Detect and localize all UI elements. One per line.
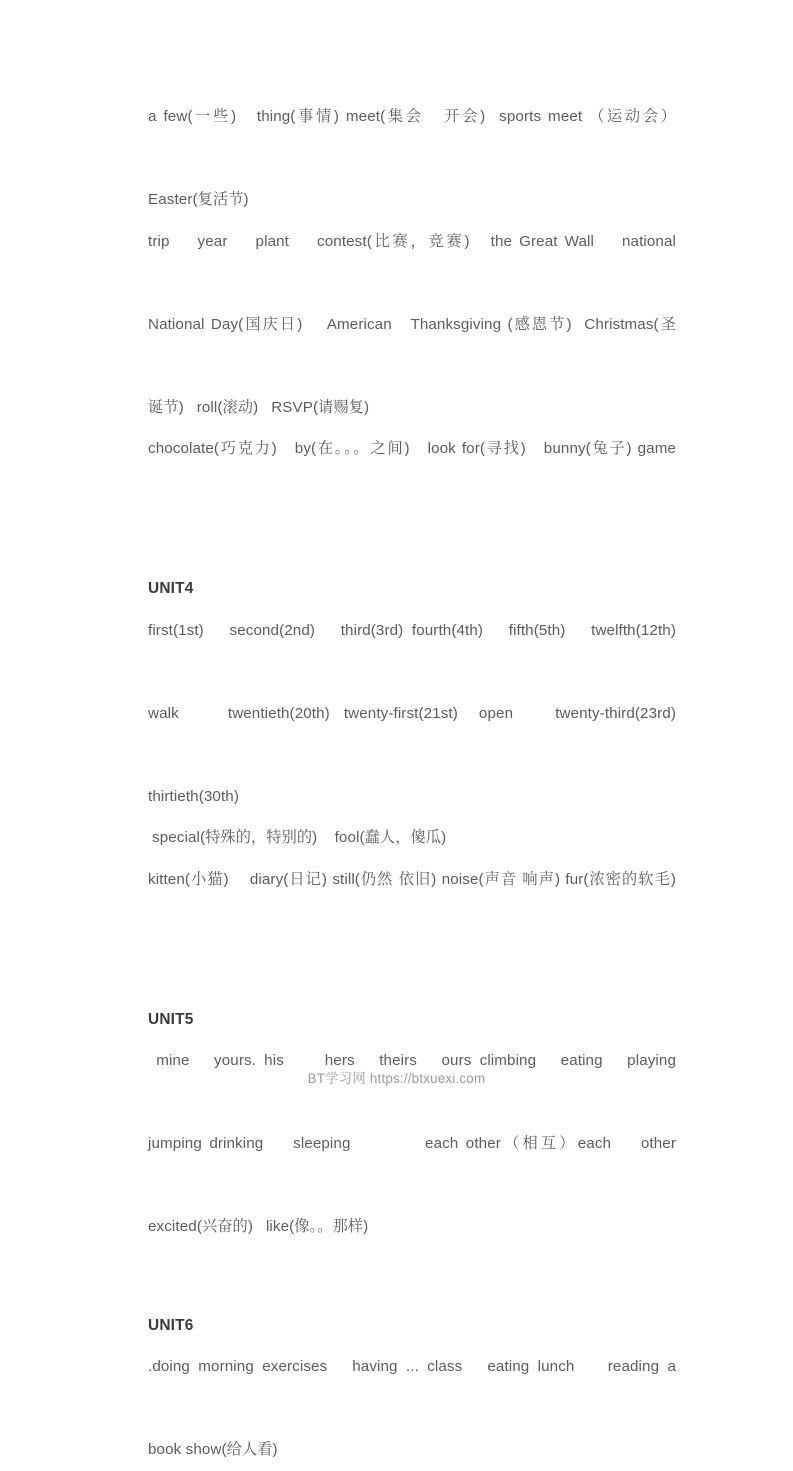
text-line: excited(兴奋的) like(像。。那样) <box>148 1218 369 1235</box>
text-line: mine yours. his hers theirs ours climbing eating playing <box>148 1052 676 1069</box>
section-spacer <box>148 942 676 999</box>
section-unit4 <box>148 568 676 942</box>
text-line: first(1st) second(2nd) third(3rd) fourth(4th) fifth(5th) twelfth(12th) <box>148 621 676 639</box>
text-line: National Day(国庆日) American Thanksgiving (感恩节) Christmas(圣 <box>148 315 676 333</box>
unit-heading-4: UNIT4 <box>148 580 194 597</box>
text-line: walk twentieth(20th) twenty-first(21st) open twenty-third(23rd) <box>148 704 676 722</box>
text-line: special(特殊的，特别的) fool(蠢人，傻瓜) <box>152 829 447 846</box>
section-spacer <box>148 511 676 568</box>
section-spacer <box>148 1248 676 1305</box>
unit-heading-5: UNIT5 <box>148 1010 194 1028</box>
unit-heading-6: UNIT6 <box>148 1316 194 1334</box>
text-line: book show(给人看) <box>148 1441 278 1458</box>
text-block-unit3-tail <box>148 96 676 511</box>
text-line: kitten(小猫) diary(日记) still(仍然 依旧) noise(声音 响声) fur(浓密的软毛) <box>148 870 676 888</box>
section-unit6 <box>148 1305 676 1471</box>
text-line: .doing morning exercises having ... class eating lunch reading a <box>148 1358 676 1375</box>
document-body <box>148 96 676 1471</box>
text-line: thirtieth(30th) <box>148 787 239 805</box>
footer-watermark: BT学习网 https://btxuexi.com <box>307 1071 486 1086</box>
text-line: a few(一些) thing(事情) meet(集会 开会) sports meet （运动会） <box>148 108 676 125</box>
text-line: trip year plant contest(比赛，竞赛) the Great Wall national <box>148 232 676 250</box>
text-line: Easter(复活节) <box>148 191 249 208</box>
text-line: chocolate(巧克力) by(在。。。之间) look for(寻找) bunny(兔子) game <box>148 440 676 457</box>
section-unit5 <box>148 999 676 1248</box>
text-line: jumping drinking sleeping each other（相互）each other <box>148 1135 676 1152</box>
text-line: 诞节) roll(滚动) RSVP(请赐复) <box>148 398 370 416</box>
